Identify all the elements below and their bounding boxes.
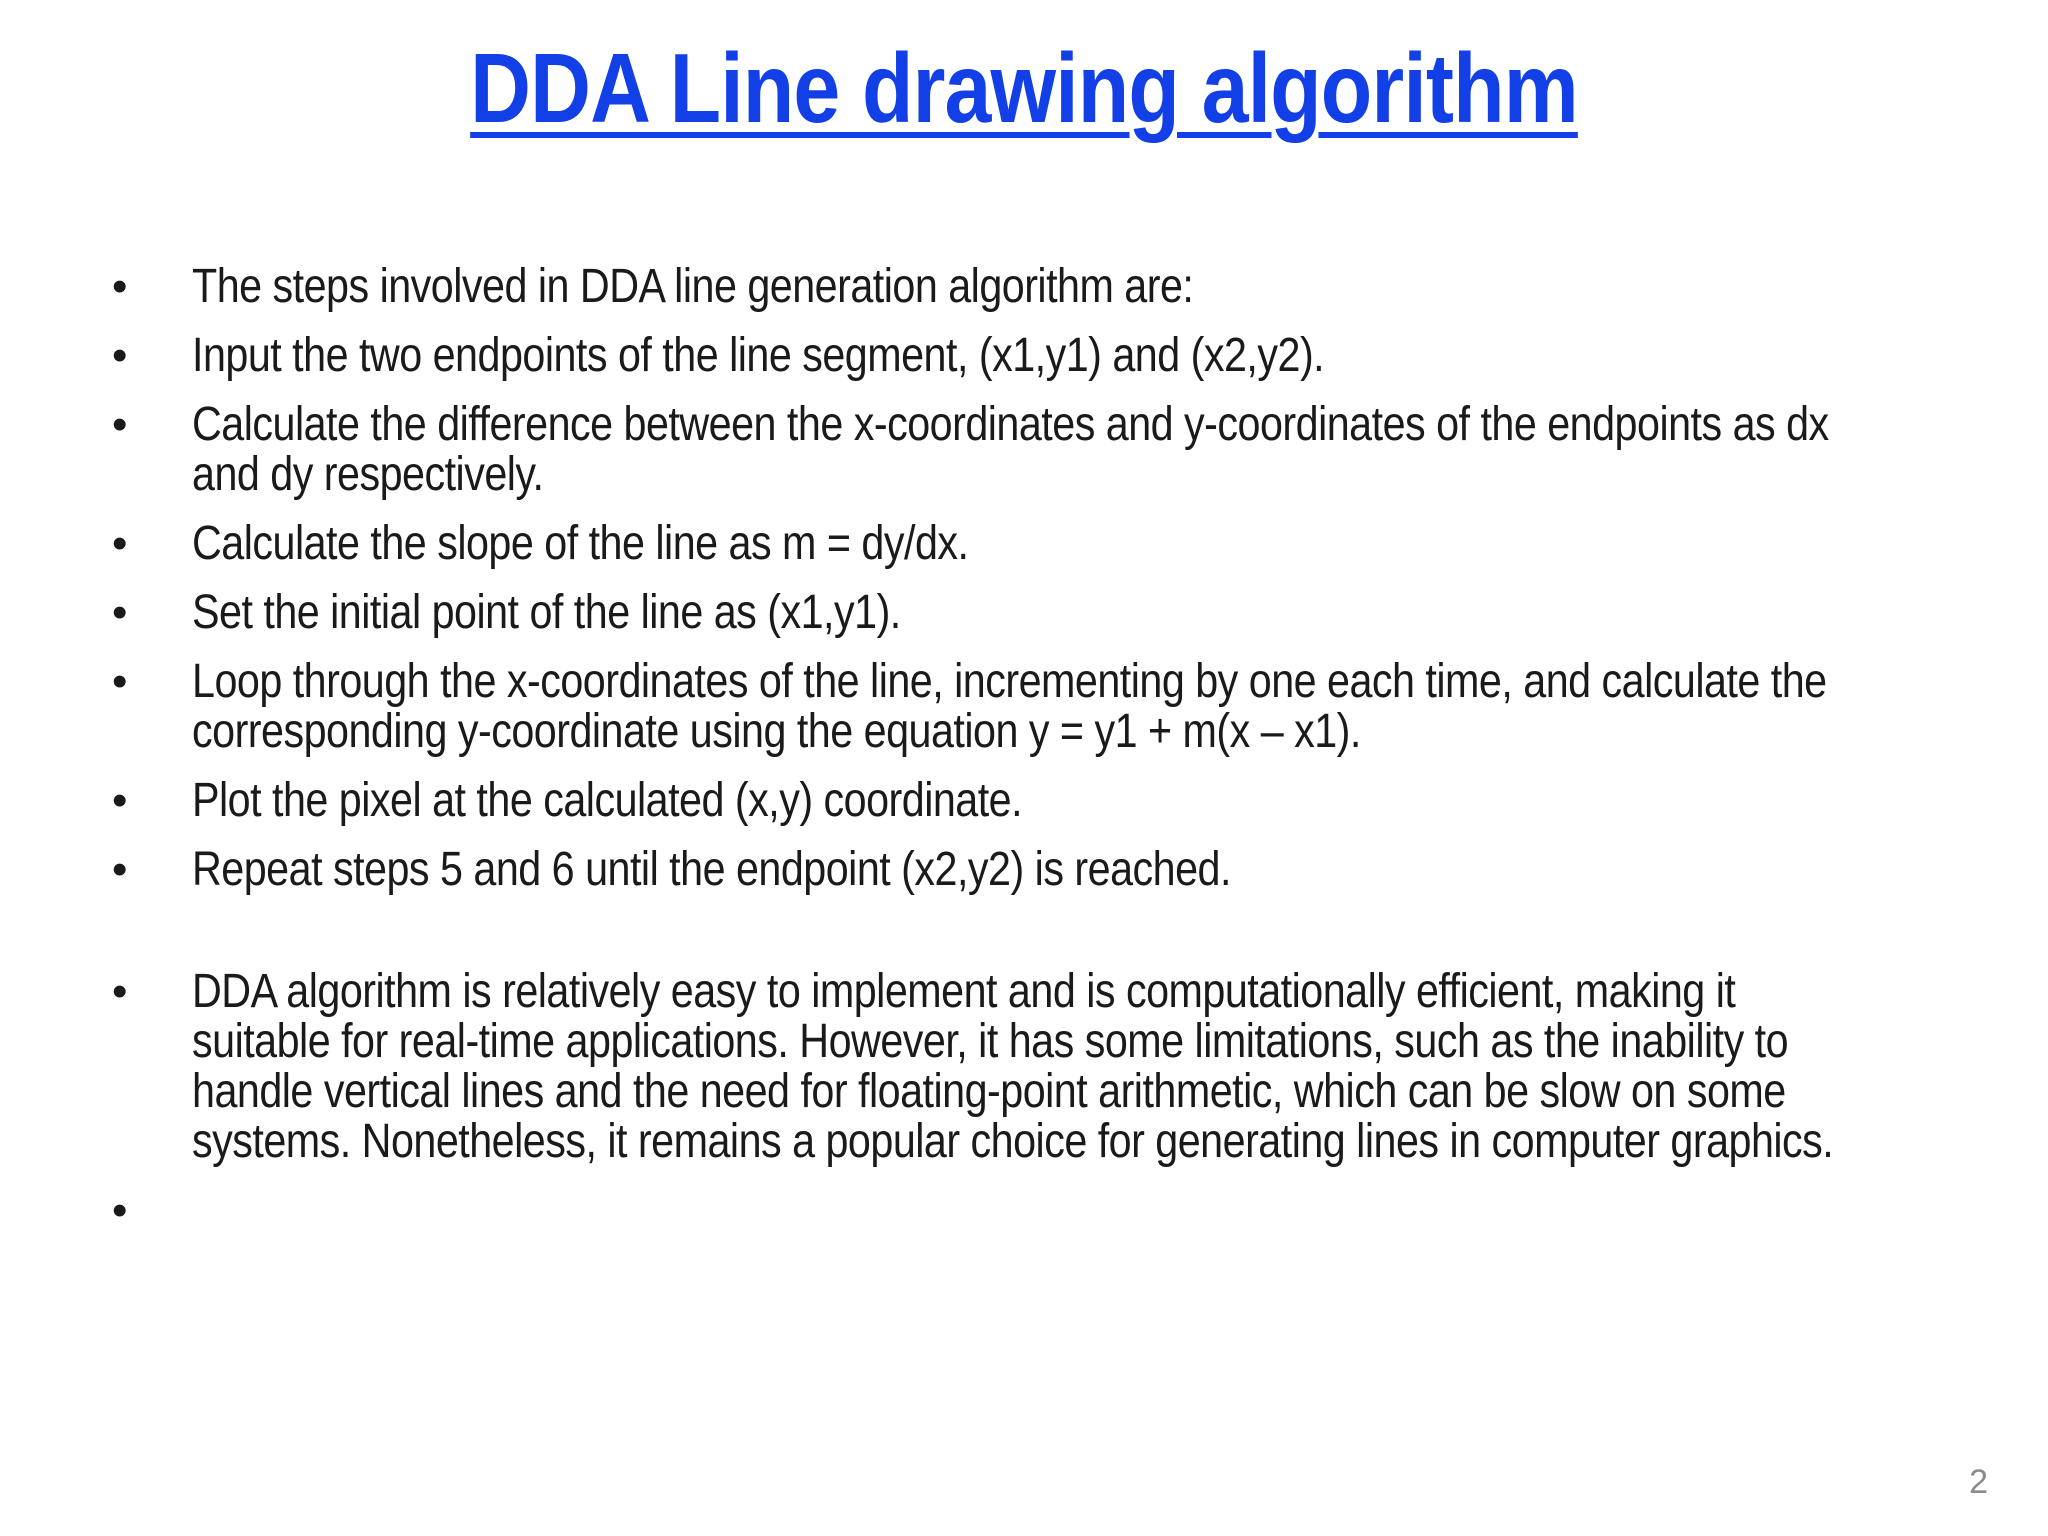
bullet-item (110, 262, 1990, 312)
bullet-item (110, 657, 1990, 757)
bullet-item (110, 776, 1990, 826)
bullet-list (110, 262, 1990, 1255)
bullet-text: • Calculate the slope of the line as m = dy/dx. (192, 517, 969, 570)
bullet-text: • Plot the pixel at the calculated (x,y) coordinate. (192, 774, 1023, 827)
bullet-text: • Calculate the difference between the x-coordinates and y-coordinates of the endpoints as dx and dy respectively. (192, 398, 1829, 501)
bullet-item (110, 967, 1990, 1167)
bullet-item (110, 400, 1990, 500)
bullet-item (110, 519, 1990, 569)
slide-title: DDA Line drawing algorithm (470, 33, 1578, 143)
bullet-item (110, 331, 1990, 381)
bullet-text: • DDA algorithm is relatively easy to implement and is computationally efficient, making it suitable for real-time applications. However, it has some limitations, such as the inability to handle vertical lines and the need for floating-point arithmetic, which can be slow on some systems. Nonetheless, it remains a popular choice for generating lines in computer graphics. (192, 965, 1834, 1168)
bullet-text: • Set the initial point of the line as (x1,y1). (192, 586, 901, 639)
bullet-text: • The steps involved in DDA line generation algorithm are: (192, 260, 1194, 313)
bullet-item (110, 588, 1990, 638)
bullet-text: • Input the two endpoints of the line segment, (x1,y1) and (x2,y2). (192, 329, 1325, 382)
bullet-item (110, 845, 1990, 895)
bullet-text: • Loop through the x-coordinates of the line, incrementing by one each time, and calculate the corresponding y-coordinate using the equation y = y1 + m(x – x1). (192, 655, 1827, 758)
page-number: 2 (1969, 1463, 1988, 1501)
bullet-item-empty (110, 1186, 1990, 1236)
bullet-text: • Repeat steps 5 and 6 until the endpoint (x2,y2) is reached. (192, 843, 1231, 896)
